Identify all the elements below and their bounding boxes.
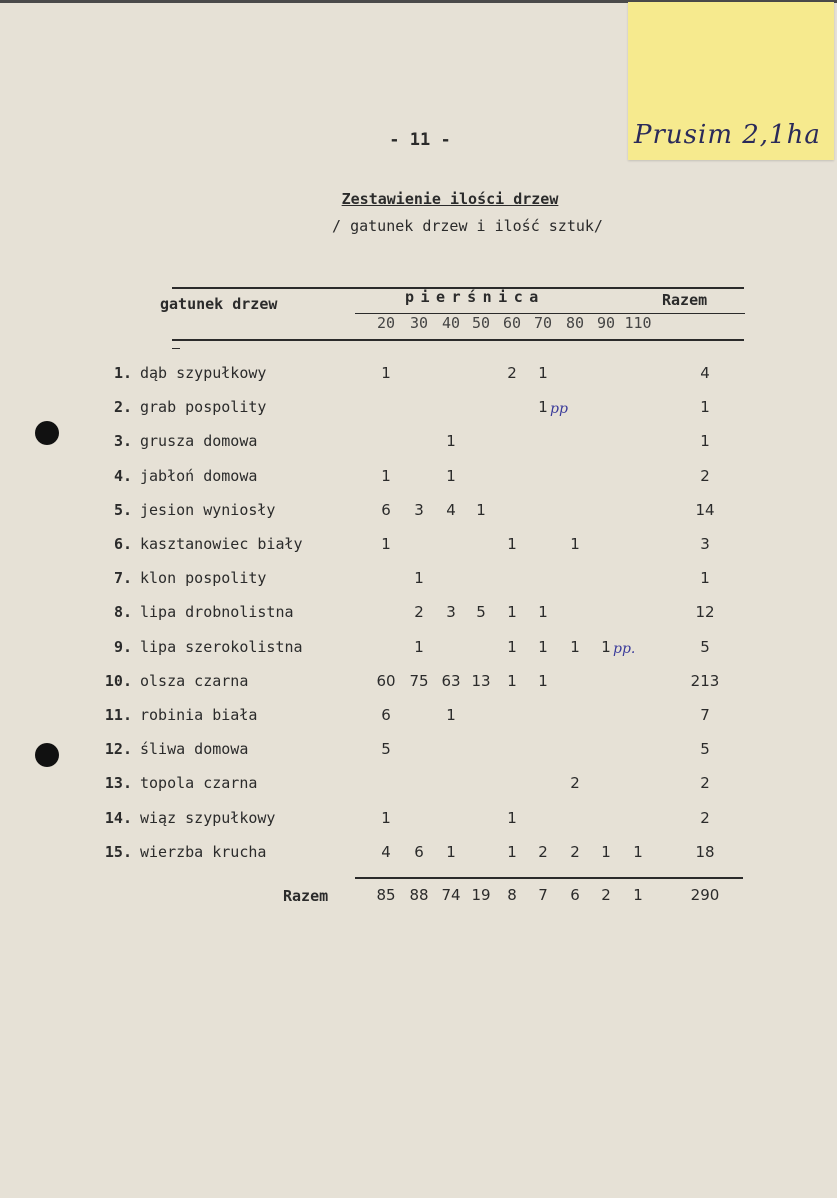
row-number: 14.: [104, 809, 132, 827]
table-row: [0, 467, 837, 489]
count-cell: 1: [446, 432, 456, 450]
count-cell: 2: [570, 774, 580, 792]
row-total: 14: [695, 501, 715, 519]
row-total: 7: [700, 706, 710, 724]
table-row: [0, 603, 837, 625]
table-row: [0, 740, 837, 762]
count-cell: 1: [414, 638, 424, 656]
count-cell: 1: [381, 364, 391, 382]
row-number: 5.: [113, 501, 132, 519]
table-row: [0, 843, 837, 865]
species-name: klon pospolity: [140, 569, 267, 587]
row-total: 4: [700, 364, 710, 382]
count-cell: 1: [633, 843, 643, 861]
count-cell: 60: [376, 672, 396, 690]
sticky-note: [628, 2, 834, 160]
header-dash: [172, 348, 180, 349]
count-cell: 1: [476, 501, 486, 519]
species-name: grab pospolity: [140, 398, 267, 416]
row-total: 2: [700, 809, 710, 827]
count-cell: 5: [476, 603, 486, 621]
count-cell: 75: [409, 672, 429, 690]
count-cell: 1: [414, 569, 424, 587]
count-cell: 1: [446, 843, 456, 861]
species-name: dąb szypułkowy: [140, 364, 267, 382]
count-cell: 4: [381, 843, 391, 861]
row-number: 15.: [104, 843, 132, 861]
species-name: lipa szerokolistna: [140, 638, 303, 656]
table-row: [0, 432, 837, 454]
sum-cell: 19: [471, 886, 491, 904]
row-number: 4.: [113, 467, 132, 485]
count-cell: 1: [601, 843, 611, 861]
table-row: [0, 398, 837, 420]
row-total: 5: [700, 638, 710, 656]
count-cell: 1: [538, 672, 548, 690]
count-cell: 4: [446, 501, 456, 519]
row-total: 2: [700, 467, 710, 485]
species-name: kasztanowiec biały: [140, 535, 303, 553]
sum-cell: 88: [409, 886, 429, 904]
table-row: [0, 364, 837, 386]
count-cell: 1: [538, 364, 548, 382]
sum-values: [0, 886, 837, 908]
count-cell: 2: [570, 843, 580, 861]
species-name: śliwa domowa: [140, 740, 249, 758]
row-total: 2: [700, 774, 710, 792]
count-cell: 3: [414, 501, 424, 519]
column-header-total: Razem: [662, 291, 708, 309]
sum-cell: 2: [601, 886, 611, 904]
row-number: 3.: [113, 432, 132, 450]
row-total: 3: [700, 535, 710, 553]
row-number: 6.: [113, 535, 132, 553]
diameter-class-header: 20: [376, 314, 396, 332]
species-name: wiąz szypułkowy: [140, 809, 276, 827]
sum-cell: 6: [570, 886, 580, 904]
diameter-class-header: 30: [409, 314, 429, 332]
count-cell: 6: [381, 501, 391, 519]
diameter-class-header: 50: [471, 314, 491, 332]
species-name: grusza domowa: [140, 432, 258, 450]
diameter-class-header: 70: [533, 314, 553, 332]
row-total: 1: [700, 432, 710, 450]
table-row: [0, 672, 837, 694]
row-total: 213: [690, 672, 720, 690]
diameter-class-header: 60: [502, 314, 522, 332]
count-cell: 1: [507, 843, 517, 861]
sum-cell: 85: [376, 886, 396, 904]
count-cell: 1: [570, 638, 580, 656]
count-cell: 1: [381, 809, 391, 827]
table-row: [0, 774, 837, 796]
document-title: Zestawienie ilości drzew: [341, 190, 559, 208]
count-cell: 2: [507, 364, 517, 382]
sum-cell: 74: [441, 886, 461, 904]
sum-cell: 1: [633, 886, 643, 904]
table-row: [0, 501, 837, 523]
row-total: 12: [695, 603, 715, 621]
table-row: [0, 706, 837, 728]
row-number: 10.: [104, 672, 132, 690]
header-bottom-rule: [172, 339, 744, 341]
sum-rule: [355, 877, 743, 879]
sticky-note-text: Prusim 2,1ha: [634, 120, 821, 150]
count-cell: 13: [471, 672, 491, 690]
count-cell: 6: [381, 706, 391, 724]
table-row: [0, 535, 837, 557]
count-cell: 2: [414, 603, 424, 621]
species-name: lipa drobnolistna: [140, 603, 294, 621]
row-total: 18: [695, 843, 715, 861]
sum-cell: 8: [507, 886, 517, 904]
count-cell: 1: [381, 467, 391, 485]
table-row: [0, 809, 837, 831]
count-cell: 1: [446, 467, 456, 485]
sum-label: Razem: [283, 887, 329, 905]
row-number: 12.: [104, 740, 132, 758]
count-cell: 1: [507, 809, 517, 827]
count-cell: 1: [538, 638, 548, 656]
count-cell: 1: [507, 638, 517, 656]
species-name: wierzba krucha: [140, 843, 267, 861]
column-header-species: gatunek drzew: [160, 295, 278, 313]
row-number: 11.: [104, 706, 132, 724]
species-name: olsza czarna: [140, 672, 249, 690]
row-number: 13.: [104, 774, 132, 792]
handwritten-note: pp: [550, 401, 568, 417]
document-subtitle: / gatunek drzew i ilość sztuk/: [332, 217, 603, 235]
diameter-class-header: 90: [596, 314, 616, 332]
row-number: 9.: [113, 638, 132, 656]
count-cell: 1: [507, 603, 517, 621]
row-number: 1.: [113, 364, 132, 382]
row-total: 5: [700, 740, 710, 758]
count-cell: 1: [507, 672, 517, 690]
row-total: 1: [700, 398, 710, 416]
sum-cell: 7: [538, 886, 548, 904]
species-name: jesion wyniosły: [140, 501, 276, 519]
table-row: [0, 569, 837, 591]
diameter-class-header: 40: [441, 314, 461, 332]
count-cell: 1: [538, 398, 548, 416]
count-cell: 1: [538, 603, 548, 621]
count-cell: 1: [381, 535, 391, 553]
grand-total: 290: [690, 886, 720, 904]
row-number: 7.: [113, 569, 132, 587]
diameter-class-header: 110: [624, 314, 652, 332]
count-cell: 6: [414, 843, 424, 861]
row-number: 2.: [113, 398, 132, 416]
diameter-class-header: 80: [565, 314, 585, 332]
count-cell: 5: [381, 740, 391, 758]
count-cell: 1: [446, 706, 456, 724]
handwritten-note: pp.: [613, 641, 636, 657]
species-name: robinia biała: [140, 706, 258, 724]
count-cell: 63: [441, 672, 461, 690]
column-header-diameter: pierśnica: [405, 288, 545, 306]
count-cell: 1: [570, 535, 580, 553]
count-cell: 1: [507, 535, 517, 553]
row-number: 8.: [113, 603, 132, 621]
species-name: jabłoń domowa: [140, 467, 258, 485]
table-row: [0, 638, 837, 660]
row-total: 1: [700, 569, 710, 587]
page-number: - 11 -: [389, 130, 451, 150]
count-cell: 3: [446, 603, 456, 621]
count-cell: 2: [538, 843, 548, 861]
species-name: topola czarna: [140, 774, 258, 792]
count-cell: 1: [601, 638, 611, 656]
